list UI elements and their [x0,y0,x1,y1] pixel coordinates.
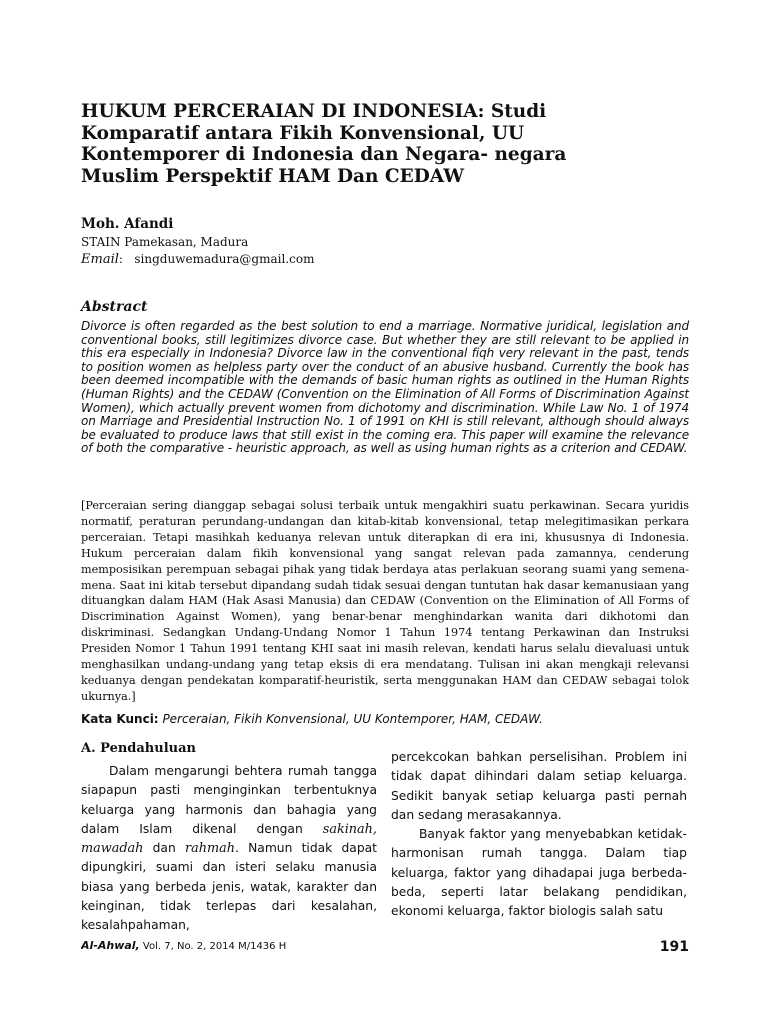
paper-title: HUKUM PERCERAIAN DI INDONESIA: Studi Komparatif antara Fikih Konvensional, UU Kontemporer di Indonesia dan Negara- negara Muslim Perspektif HAM Dan CEDAW [81,101,567,187]
abstract-heading: Abstract [81,299,148,315]
author-affiliation: STAIN Pamekasan, Madura [81,235,249,249]
right-paragraph-2: Banyak faktor yang menyebabkan ketidak-harmonisan rumah tangga. Dalam tiap keluarga, faktor yang dihadapai juga berbeda-beda, seperti latar belakang pendidikan, ekonomi keluarga, faktor biologis salah satu [391,827,687,919]
keywords [81,712,689,726]
email-colon: : [118,252,135,266]
email-address[interactable]: singduwemadura@gmail.com [134,252,315,266]
author-email [81,252,314,267]
right-paragraph-1: percekcokan bahkan perselisihan. Problem ini tidak dapat dihindari dalam setiap keluarga. Sedikit banyak setiap keluarga pasti pernah dan sedang merasakannya. [391,750,687,822]
section-heading: A. Pendahuluan [81,741,196,756]
term-sakinah-mawadah: sakinah, mawadah [81,821,377,857]
author-name: Moh. Afandi [81,216,174,232]
left-text-2: dan [143,841,185,856]
keywords-label: Kata Kunci: [81,712,159,726]
right-column [391,748,687,922]
keywords-value: Perceraian, Fikih Konvensional, UU Kontemporer, HAM, CEDAW. [162,712,543,726]
left-text-3: . Namun tidak dapat dipungkiri, suami dan isteri selaku manusia biasa yang berbeda jenis, watak, karakter dan keinginan, tidak terlepas dari kesalahan, kesalahpahaman, [81,841,377,933]
left-column-paragraph [81,762,377,936]
journal-issue: Vol. 7, No. 2, 2014 M/1436 H [142,941,287,952]
abstract-english: Divorce is often regarded as the best solution to end a marriage. Normative juridical, legislation and conventional books, still legitimizes divorce case. But whether they are still relevant to be applied in this era especially in Indonesia? Divorce law in the conventional fiqh very relevant in the past, tends to position women as helpless party over the conduct of an abusive husband. Currently the book has been deemed incompatible with the demands of basic human rights as outlined in the Human Rights (Human Rights) and the CEDAW (Convention on the Elimination of All Forms of Discrimination Against Women), which actually prevent women from dichotomy and discrimination. While Law No. 1 of 1974 on Marriage and Presidential Instruction No. 1 of 1991 on KHI is still relevant, although should always be evaluated to produce laws that still exist in the coming era. This paper will examine the relevance of both the comparative - heuristic approach, as well as using human rights as a criterion and CEDAW. [81,319,689,456]
page-number: 191 [659,939,689,953]
left-text-1: Dalam mengarungi behtera rumah tangga siapapun pasti menginginkan terbentuknya keluarga yang harmonis dan bahagia yang dalam Islam dikenal dengan [81,764,377,836]
abstract-indonesian: [Perceraian sering dianggap sebagai solusi terbaik untuk mengakhiri suatu perkawinan. Secara yuridis normatif, peraturan perundang-undangan dan kitab-kitab konvensional, tetap melegitimasikan perkara perceraian. Tetapi masihkah keduanya relevan untuk diterapkan di era ini, khususnya di Indonesia. Hukum perceraian dalam fikih konvensional yang sangat relevan pada zamannya, cenderung memposisikan perempuan sebagai pihak yang tidak berdaya atas perlakuan seorang suami yang semena-mena. Saat ini kitab tersebut dipandang sudah tidak sesuai dengan tuntutan hak dasar kemanusiaan yang dituangkan dalam HAM (Hak Asasi Manusia) dan CEDAW (Convention on the Elimination of All Forms of Discrimination Against Women), yang benar-benar menghindarkan wanita dari dikhotomi dan diskriminasi. Sedangkan Undang-Undang Nomor 1 Tahun 1974 tentang Perkawinan dan Instruksi Presiden Nomor 1 Tahun 1991 tentang KHI saat ini masih relevan, kendati harus selalu dievaluasi untuk menghasilkan undang-undang yang tetap eksis di era mendatang. Tulisan ini akan mengkaji relevansi keduanya dengan pendekatan komparatif-heuristik, serta menggunakan HAM dan CEDAW sebagai tolok ukurnya.] [81,499,689,703]
term-rahmah: rahmah [184,841,235,857]
journal-name: Al-Ahwal, [81,939,140,952]
email-label: Email [81,252,119,267]
page-footer [81,939,689,953]
